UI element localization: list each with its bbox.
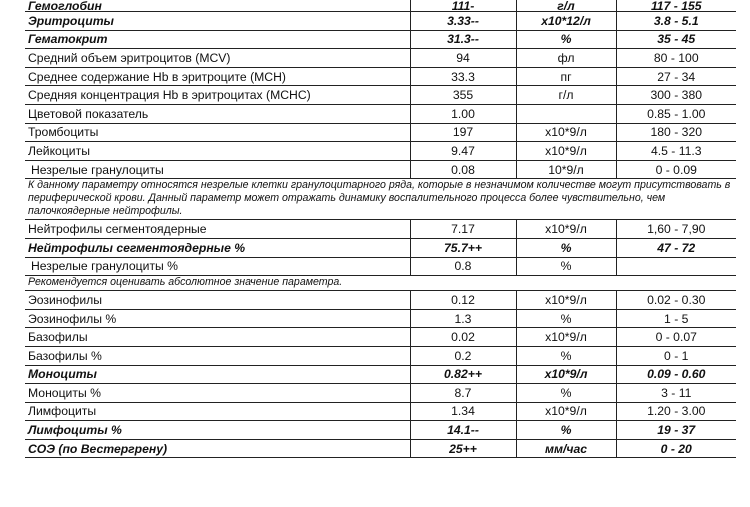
reference-range <box>616 257 736 276</box>
result-row <box>25 12 736 31</box>
result-value: 1.34 <box>410 402 516 421</box>
test-name: Средняя концентрация Hb в эритроцитах (MCHC) <box>25 86 410 105</box>
reference-range: 117 - 155 <box>616 0 736 12</box>
unit: мм/час <box>516 439 616 458</box>
test-name: Моноциты <box>25 365 410 384</box>
result-value: 0.82++ <box>410 365 516 384</box>
test-name: Нейтрофилы сегментоядерные % <box>25 238 410 257</box>
test-name: Эозинофилы % <box>25 309 410 328</box>
result-value: 14.1-- <box>410 421 516 440</box>
test-name: СОЭ (по Вестергрену) <box>25 439 410 458</box>
result-row <box>25 104 736 123</box>
result-value: 33.3 <box>410 67 516 86</box>
unit: % <box>516 421 616 440</box>
test-name: Тромбоциты <box>25 123 410 142</box>
result-row <box>25 67 736 86</box>
result-row <box>25 384 736 403</box>
result-row <box>25 142 736 161</box>
result-value: 7.17 <box>410 220 516 239</box>
unit: пг <box>516 67 616 86</box>
test-name: Лимфоциты % <box>25 421 410 440</box>
unit: % <box>516 238 616 257</box>
reference-range: 0 - 1 <box>616 346 736 365</box>
reference-range: 80 - 100 <box>616 49 736 68</box>
reference-range: 47 - 72 <box>616 238 736 257</box>
result-row <box>25 421 736 440</box>
unit: % <box>516 384 616 403</box>
unit: % <box>516 309 616 328</box>
result-value: 0.08 <box>410 160 516 179</box>
reference-range: 1 - 5 <box>616 309 736 328</box>
unit: г/л <box>516 86 616 105</box>
test-name: Цветовой показатель <box>25 104 410 123</box>
reference-range: 1.20 - 3.00 <box>616 402 736 421</box>
result-row <box>25 123 736 142</box>
results-body <box>25 0 736 458</box>
reference-range: 0 - 0.09 <box>616 160 736 179</box>
unit: % <box>516 346 616 365</box>
unit <box>516 104 616 123</box>
result-row <box>25 49 736 68</box>
test-name: Базофилы <box>25 328 410 347</box>
test-name: Незрелые гранулоциты % <box>25 257 410 276</box>
test-name: Базофилы % <box>25 346 410 365</box>
unit: x10*12/л <box>516 12 616 31</box>
result-value: 0.8 <box>410 257 516 276</box>
unit: x10*9/л <box>516 220 616 239</box>
reference-range: 27 - 34 <box>616 67 736 86</box>
test-name: Эозинофилы <box>25 291 410 310</box>
test-name: Гематокрит <box>25 30 410 49</box>
test-name: Моноциты % <box>25 384 410 403</box>
test-name: Незрелые гранулоциты <box>25 160 410 179</box>
test-name: Нейтрофилы сегментоядерные <box>25 220 410 239</box>
reference-range: 300 - 380 <box>616 86 736 105</box>
result-row <box>25 291 736 310</box>
test-name: Лимфоциты <box>25 402 410 421</box>
result-row <box>25 0 736 12</box>
result-row <box>25 86 736 105</box>
result-row <box>25 30 736 49</box>
result-value: 1.3 <box>410 309 516 328</box>
reference-range: 1,60 - 7,90 <box>616 220 736 239</box>
result-value: 355 <box>410 86 516 105</box>
unit: 10*9/л <box>516 160 616 179</box>
blood-test-table <box>25 0 736 458</box>
result-value: 31.3-- <box>410 30 516 49</box>
reference-range: 180 - 320 <box>616 123 736 142</box>
reference-range: 0.85 - 1.00 <box>616 104 736 123</box>
reference-range: 3 - 11 <box>616 384 736 403</box>
reference-range: 0.02 - 0.30 <box>616 291 736 310</box>
test-name: Средний объем эритроцитов (MCV) <box>25 49 410 68</box>
result-value: 0.12 <box>410 291 516 310</box>
test-name: Среднее содержание Hb в эритроците (MCH) <box>25 67 410 86</box>
result-value: 25++ <box>410 439 516 458</box>
unit: % <box>516 30 616 49</box>
unit: x10*9/л <box>516 291 616 310</box>
unit: фл <box>516 49 616 68</box>
result-row <box>25 220 736 239</box>
result-value: 94 <box>410 49 516 68</box>
result-row <box>25 402 736 421</box>
result-value: 75.7++ <box>410 238 516 257</box>
unit: x10*9/л <box>516 402 616 421</box>
test-name: Лейкоциты <box>25 142 410 161</box>
note-text: К данному параметру относятся незрелые клетки гранулоцитарного ряда, которые в незначимом количестве могут присутствовать в периферической крови. Данный параметр может отражать динамику воспалительного процесса более чувствительно, чем палочкоядерные нейтрофилы. <box>25 179 736 220</box>
reference-range: 0 - 0.07 <box>616 328 736 347</box>
result-row <box>25 346 736 365</box>
note-row <box>25 179 736 220</box>
reference-range: 3.8 - 5.1 <box>616 12 736 31</box>
note-row <box>25 276 736 291</box>
unit: x10*9/л <box>516 328 616 347</box>
test-name: Эритроциты <box>25 12 410 31</box>
result-value: 3.33-- <box>410 12 516 31</box>
result-row <box>25 439 736 458</box>
result-value: 8.7 <box>410 384 516 403</box>
result-row <box>25 257 736 276</box>
lab-results-sheet <box>25 0 736 458</box>
unit: x10*9/л <box>516 365 616 384</box>
result-value: 111- <box>410 0 516 12</box>
result-row <box>25 365 736 384</box>
reference-range: 19 - 37 <box>616 421 736 440</box>
unit: % <box>516 257 616 276</box>
result-row <box>25 160 736 179</box>
reference-range: 0 - 20 <box>616 439 736 458</box>
result-row <box>25 309 736 328</box>
note-text: Рекомендуется оценивать абсолютное значение параметра. <box>25 276 736 291</box>
result-value: 0.2 <box>410 346 516 365</box>
unit: г/л <box>516 0 616 12</box>
result-value: 9.47 <box>410 142 516 161</box>
result-value: 197 <box>410 123 516 142</box>
reference-range: 0.09 - 0.60 <box>616 365 736 384</box>
reference-range: 35 - 45 <box>616 30 736 49</box>
unit: x10*9/л <box>516 123 616 142</box>
unit: x10*9/л <box>516 142 616 161</box>
reference-range: 4.5 - 11.3 <box>616 142 736 161</box>
result-row <box>25 238 736 257</box>
result-value: 0.02 <box>410 328 516 347</box>
result-value: 1.00 <box>410 104 516 123</box>
test-name: Гемоглобин <box>25 0 410 12</box>
result-row <box>25 328 736 347</box>
